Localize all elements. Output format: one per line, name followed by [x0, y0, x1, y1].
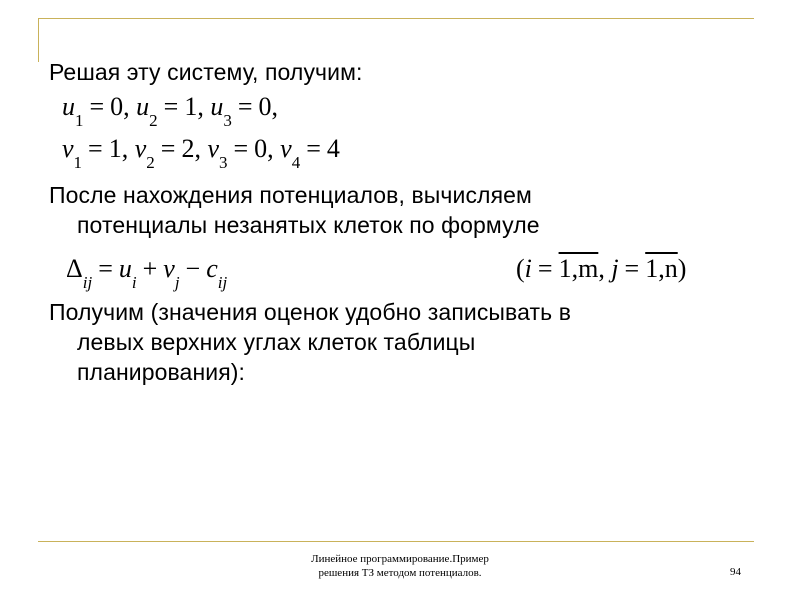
paragraph-result-line1: Получим (значения оценок удобно записывать в	[49, 299, 572, 325]
symbol-v4: v	[280, 134, 292, 163]
value-u2: 1,	[184, 92, 204, 121]
footer-divider	[38, 541, 754, 542]
subscript-u: i	[131, 273, 137, 292]
symbol-i: i	[524, 254, 532, 283]
subscript-v: j	[174, 273, 180, 292]
footer-caption	[200, 552, 600, 580]
paragraph-result-line2: левых верхних углах клеток таблицы	[77, 329, 476, 355]
value-u3: 0,	[258, 92, 279, 121]
symbol-v3: v	[207, 134, 219, 163]
symbol-v2: v	[134, 134, 147, 163]
value-v3: 0,	[254, 134, 274, 163]
paragraph-potentials-line1: После нахождения потенциалов, вычисляем	[49, 182, 532, 208]
subscript-v3: 3	[218, 153, 228, 172]
value-u1: 0,	[110, 92, 130, 121]
subscript-v1: 1	[73, 153, 83, 172]
symbol-delta: Δ	[66, 254, 83, 283]
paren-open: (	[516, 254, 525, 283]
equals-i: =	[537, 254, 553, 283]
symbol-v: v	[163, 254, 175, 283]
paragraph-solving-text: Решая эту систему, получим:	[49, 59, 363, 85]
equals-j: =	[624, 254, 640, 283]
paragraph-potentials-line2: потенциалы незанятых клеток по формуле	[77, 212, 540, 238]
equation-v-values: $v_1 = 1$, $v_2 = 2$, $v_3 = 0$, $v_4 = 4$	[62, 134, 340, 172]
symbol-v1: v	[62, 134, 74, 163]
symbol-j: j	[611, 254, 619, 283]
range-i: 1,m	[558, 254, 599, 283]
value-v2: 2,	[181, 134, 201, 163]
subscript-delta: ij	[82, 273, 93, 292]
value-v1: 1,	[108, 134, 129, 163]
page-number: 94	[730, 566, 741, 578]
footer-caption-line1: Линейное программирование.Пример	[311, 553, 489, 565]
symbol-u2: u	[136, 92, 150, 121]
paragraph-potentials	[49, 180, 540, 240]
subscript-v2: 2	[146, 153, 155, 172]
subscript-u1: 1	[75, 111, 84, 130]
slide-frame-top	[38, 18, 754, 19]
subscript-u3: 3	[223, 111, 232, 130]
equation-u-values: $u_1 = 0$, $u_2 = 1$, $u_3 = 0$,	[62, 92, 279, 130]
symbol-c: c	[206, 254, 218, 283]
range-comma: ,	[598, 254, 605, 283]
symbol-u1: u	[62, 92, 75, 121]
range-j: 1,n	[645, 254, 678, 283]
slide-frame-left	[38, 18, 39, 62]
formula-range	[516, 254, 686, 284]
footer-caption-line2: решения ТЗ методом потенциалов.	[318, 567, 482, 579]
symbol-u3: u	[210, 92, 224, 121]
value-v4: 4	[326, 134, 340, 163]
paragraph-solving	[49, 57, 362, 87]
subscript-u2: 2	[149, 111, 158, 130]
formula-delta: $\Delta_{ij} = u_i + v_j - c_{ij}$	[66, 254, 228, 292]
symbol-u: u	[118, 254, 132, 283]
subscript-v4: 4	[291, 153, 301, 172]
paren-close: )	[677, 254, 687, 283]
subscript-c: ij	[217, 273, 228, 292]
paragraph-result	[49, 297, 571, 387]
paragraph-result-line3: планирования):	[77, 359, 246, 385]
